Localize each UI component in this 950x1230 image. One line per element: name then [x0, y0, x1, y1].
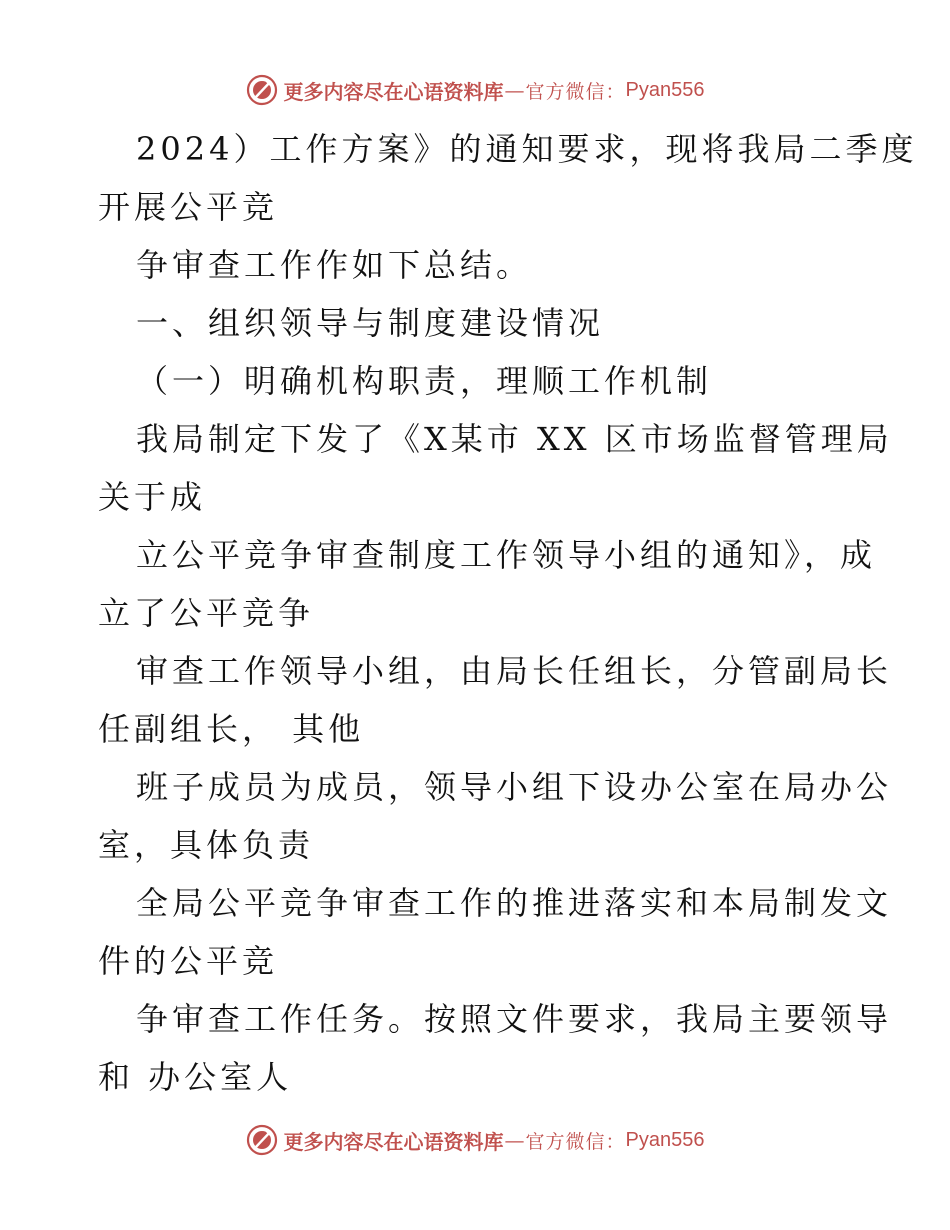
document-body — [98, 120, 918, 1106]
body-line: 和 办公室人 — [98, 1058, 293, 1096]
body-line: 任副组长， 其他 — [98, 710, 365, 748]
body-line: 班子成员为成员，领导小组下设办公室在局办公 — [136, 768, 893, 806]
banner-wechat-id: Pyan556 — [625, 78, 705, 101]
banner-wechat-id: Pyan556 — [625, 1128, 705, 1151]
body-line: 2024）工作方案》的通知要求，现将我局二季度 — [136, 130, 918, 168]
quill-logo-icon — [246, 74, 278, 106]
quill-logo-icon — [246, 1124, 278, 1156]
banner-title: 更多内容尽在心语资料库 — [283, 79, 504, 104]
banner-dash: — — [504, 1128, 525, 1152]
body-line: 件的公平竞 — [98, 942, 279, 980]
body-line: 审查工作领导小组，由局长任组长，分管副局长 — [136, 652, 893, 690]
body-line: 室，具体负责 — [98, 826, 315, 864]
body-line: 关于成 — [98, 478, 207, 516]
body-line: 立公平竞争审查制度工作领导小组的通知》，成 — [136, 536, 877, 574]
body-line: 争审查工作任务。按照文件要求，我局主要领导 — [136, 1000, 893, 1038]
banner-wechat-label: 官方微信： — [525, 1130, 626, 1153]
body-line: 全局公平竞争审查工作的推进落实和本局制发文 — [136, 884, 893, 922]
footer-banner — [0, 1120, 950, 1160]
banner-wechat-label: 官方微信： — [525, 80, 626, 103]
body-line: 我局制定下发了《X某市 XX 区市场监督管理局 — [136, 420, 893, 458]
body-line: 立了公平竞争 — [98, 594, 315, 632]
body-line: 争审查工作作如下总结。 — [136, 246, 533, 284]
header-banner — [0, 70, 950, 110]
section-heading: 一、组织领导与制度建设情况 — [136, 304, 605, 342]
body-line: 开展公平竞 — [98, 188, 279, 226]
banner-dash: — — [504, 78, 525, 102]
subsection-heading: （一）明确机构职责，理顺工作机制 — [136, 362, 713, 400]
banner-title: 更多内容尽在心语资料库 — [283, 1129, 504, 1154]
